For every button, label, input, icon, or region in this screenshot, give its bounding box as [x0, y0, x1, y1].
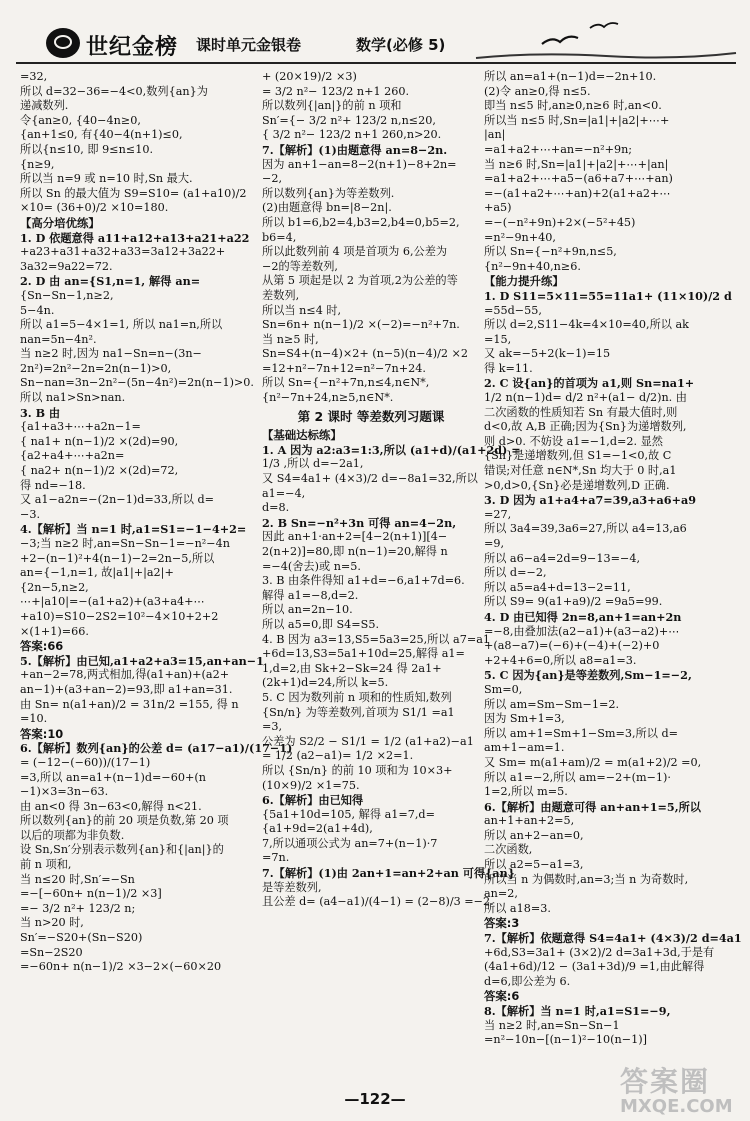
text-line: {an+1≤0, 有{40−4(n+1)≤0, — [20, 128, 183, 142]
text-line: 得 nd=−18. — [20, 478, 86, 492]
text-line: =Sn−2S20 — [20, 945, 83, 959]
text-line: 所以 a1=−2,所以 am=−2+(m−1)· — [484, 770, 671, 784]
text-line: { na1+ n(n−1)/2 ×(2d)=90, — [20, 434, 179, 448]
text-line: 所以 am+1=Sm+1−Sm=3,所以 d= — [484, 726, 679, 740]
question-start-line: 3. D 因为 a1+a4+a7=39,a3+a6+a9 — [484, 493, 696, 508]
text-line: { 3/2 n²− 123/2 n+1 260,n>20. — [262, 128, 442, 142]
text-line: 由 Sn= n(a1+an)/2 = 31n/2 =155, 得 n — [20, 697, 239, 711]
text-line: 因此 an+1·an+2=[4−2(n+1)][4− — [262, 530, 448, 544]
text-line: +2+4+6=0,所以 a8=a1=3. — [484, 653, 637, 667]
text-line: d=8. — [262, 501, 290, 515]
text-line: 所以当 n=9 或 n=10 时,Sn 最大. — [20, 172, 193, 186]
text-line: 设 Sn,Sn′分别表示数列{an}和{|an|}的 — [20, 843, 224, 857]
text-line: =15, — [484, 332, 512, 346]
text-line: 差数列, — [262, 288, 300, 302]
text-line: 解得 a1=−8,d=2. — [262, 588, 359, 602]
header-rule — [16, 62, 736, 64]
text-line: {Sn−Sn−1,n≥2, — [20, 288, 114, 302]
text-line: 所以 d=2,S11−4k=4×10=40,所以 ak — [484, 318, 689, 332]
text-line: =n²−9n+40, — [484, 230, 556, 244]
text-line: Sn−nan=3n−2n²−(5n−4n²)=2n(n−1)>0. — [20, 376, 254, 390]
text-line: 4. B 因为 a3=13,S5=5a3=25,所以 a7=a1 — [262, 632, 491, 646]
text-line: >0,d>0,{Sn}必是递增数列,D 正确. — [484, 478, 670, 492]
text-line: =3, — [262, 720, 283, 734]
text-line: 当 n>20 时, — [20, 916, 84, 930]
text-line: 前 n 项和, — [20, 858, 72, 872]
question-start-line: 4.【解析】当 n=1 时,a1=S1=−1−4+2= — [20, 522, 247, 537]
brand-logo-icon — [46, 28, 80, 58]
text-line: 所以 a5=a4+d=13−2=11, — [484, 580, 631, 594]
text-line: = 3/2 n²− 123/2 n+1 260. — [262, 84, 410, 98]
question-start-line: 7.【解析】(1)由题意得 an=8−2n. — [262, 142, 448, 157]
text-line: +6d,S3=3a1+ (3×2)/2 d=3a1+3d,于是有 — [484, 945, 715, 959]
text-line: 1=2,所以 m=5. — [484, 785, 568, 799]
question-start-line: 1. D S11=5×11=55=11a1+ (11×10)/2 d — [484, 288, 732, 303]
text-line: 又 Sm= m(a1+am)/2 = m(a1+2)/2 =0, — [484, 755, 702, 769]
text-line: 所以 {Sn/n} 的前 10 项和为 10×3+ — [262, 763, 453, 777]
question-start-line: 4. D 由已知得 2n=8,an+1=an+2n — [484, 609, 682, 624]
text-line: (4a1+6d)/12 − (3a1+3d)/9 =1,由此解得 — [484, 960, 705, 974]
text-line: +a10)=S10−2S2=10²−4×10+2+2 — [20, 609, 219, 623]
text-line: 3a32=9a22=72. — [20, 259, 113, 273]
text-line: 所以 d=32−36=−4<0,数列{an}为 — [20, 84, 208, 98]
text-line: 从第 5 项起是以 2 为首项,2为公差的等 — [262, 274, 458, 288]
text-line: 1/3 ,所以 d=−2a1, — [262, 457, 364, 471]
question-start-line: 6.【解析】由已知得 — [262, 793, 364, 808]
section-heading: 答案:3 — [484, 916, 520, 931]
text-line: 5. C 因为数列前 n 项和的性质知,数列 — [262, 690, 452, 704]
text-line: −2的等差数列, — [262, 259, 338, 273]
text-line: { na2+ n(n−1)/2 ×(2d)=72, — [20, 464, 179, 478]
text-line: am+1−am=1. — [484, 741, 565, 755]
text-line: 所以 am=Sm−Sm−1=2. — [484, 697, 620, 711]
question-start-line: 5. C 因为{an}是等差数列,Sm−1=−2, — [484, 668, 692, 683]
section-heading: 【高分培优练】 — [20, 215, 100, 230]
text-line: −1)×3=3n−63. — [20, 785, 109, 799]
section-heading: 【基础达标练】 — [262, 428, 342, 443]
text-line: d=6,即公差为 6. — [484, 974, 571, 988]
text-line: {Sn/n} 为等差数列,首项为 S1/1 =a1 — [262, 705, 455, 719]
section-heading: 答案:10 — [20, 726, 64, 741]
text-line: b6=4, — [262, 230, 297, 244]
text-line: = 1/2 (a2−a1)= 1/2 ×2=1. — [262, 749, 414, 763]
text-line: 令{an≥0, {40−4n≥0, — [20, 113, 141, 127]
text-line: 所以 a6−a4=2d=9−13=−4, — [484, 551, 641, 565]
text-line: (10×9)/2 ×1=75. — [262, 778, 360, 792]
text-line: an={−1,n=1, 故|a1|+|a2|+ — [20, 566, 174, 580]
text-line: 2(n+2)]=80,即 n(n−1)=20,解得 n — [262, 545, 448, 558]
text-line: 又 ak=−5+2(k−1)=15 — [484, 347, 611, 361]
text-line: 所以 a1=5−4×1=1, 所以 na1=n,所以 — [20, 318, 223, 332]
text-line: 当 n≥2 时,因为 na1−Sn=n−(3n− — [20, 347, 202, 361]
text-line: +(a8−a7)=(−6)+(−4)+(−2)+0 — [484, 639, 660, 653]
text-line: 所以 S9= 9(a1+a9)/2 =9a5=99. — [484, 595, 663, 609]
text-line: =9, — [484, 537, 505, 550]
text-line: 所以数列{|an|}的前 n 项和 — [262, 99, 402, 113]
text-line: Sm=0, — [484, 682, 523, 696]
text-line: +a23+a31+a32+a33=3a12+3a22+ — [20, 245, 226, 259]
watermark — [620, 1060, 740, 1118]
text-line: −2, — [262, 172, 283, 186]
series-title: 课时单元金银卷 — [196, 36, 302, 54]
text-line: 又 S4=4a1+ (4×3)/2 d=−8a1=32,所以 — [262, 472, 478, 486]
text-line: 所以 Sn={−n²+7n,n≤4,n∈N*, — [262, 376, 430, 390]
text-line: 所以 a5=0,即 S4=S5. — [262, 617, 380, 631]
text-line: Sn′=−S20+(Sn−S20) — [20, 931, 143, 945]
page-header — [0, 0, 750, 62]
text-line: 所以 an=2n−10. — [262, 603, 353, 617]
lesson-title: 第 2 课时 等差数列习题课 — [297, 408, 445, 424]
text-line: Sn′={− 3/2 n²+ 123/2 n,n≤20, — [262, 113, 436, 127]
question-start-line: 7.【解析】依题意得 S4=4a1+ (4×3)/2 d=4a1 — [484, 931, 742, 946]
question-start-line: 7.【解析】(1)由 2an+1=an+2+an 可得{an} — [262, 866, 515, 881]
text-line: 是等差数列, — [262, 880, 322, 894]
text-line: ×10= (36+0)/2 ×10=180. — [20, 201, 169, 215]
question-start-line: 6.【解析】数列{an}的公差 d= (a17−a1)/(17−1) — [20, 741, 293, 756]
text-line: 3. B 由条件得知 a1+d=−6,a1+7d=6. — [262, 574, 465, 588]
text-line: 所以 d=−2, — [484, 566, 547, 580]
text-line: 所以 Sn={−n²+9n,n≤5, — [484, 245, 617, 259]
question-start-line: 1. A 因为 a2:a3=1:3,所以 (a1+d)/(a1+2d) = — [262, 442, 521, 457]
section-heading: 【能力提升练】 — [484, 274, 564, 289]
text-line: =−(−n²+9n)+2×(−5²+45) — [484, 215, 636, 229]
text-line: 由 an<0 得 3n−63<0,解得 n<21. — [20, 799, 202, 813]
text-line: (2)由题意得 bn=|8−2n|. — [262, 201, 392, 215]
text-line: +an−2=78,两式相加,得(a1+an)+(a2+ — [20, 668, 230, 682]
text-line: 所以 3a4=39,3a6=27,所以 a4=13,a6 — [484, 522, 687, 536]
text-line: +6d=13,S3=5a1+10d=25,解得 a1= — [262, 647, 465, 661]
text-line: 以后的项都为非负数. — [20, 828, 125, 842]
text-line: 当 n≤20 时,Sn′=−Sn — [20, 872, 135, 886]
text-line: an+1+an+2=5, — [484, 814, 575, 828]
text-line: =a1+a2+⋯+a5−(a6+a7+⋯+an) — [484, 172, 673, 186]
text-line: {a1+a3+⋯+a2n−1= — [20, 420, 141, 434]
text-line: 所以 a18=3. — [484, 901, 551, 915]
text-line: =n²−10n−[(n−1)²−10(n−1)] — [484, 1033, 647, 1047]
text-line: {a1+9d=2(a1+4d), — [262, 822, 373, 836]
text-line: 7,所以通项公式为 an=7+(n−1)·7 — [262, 836, 438, 850]
text-line: =10. — [20, 712, 48, 726]
text-line: =7n. — [262, 851, 290, 865]
text-line: 公差为 S2/2 − S1/1 = 1/2 (a1+a2)−a1 — [262, 734, 474, 748]
text-line: {n²−7n+24,n≥5,n∈N*. — [262, 391, 394, 405]
text-line: {n≥9, — [20, 157, 55, 171]
text-line: =−4(舍去)或 n=5. — [262, 559, 361, 573]
text-line: a1=−4, — [262, 486, 306, 500]
text-line: +2−(n−1)²+4(n−1)−2=2n−5,所以 — [20, 551, 215, 565]
header-wave-decoration — [476, 50, 736, 60]
text-line: + (20×19)/2 ×3) — [262, 70, 357, 83]
question-start-line: 2. C 设{an}的首项为 a1,则 Sn=na1+ — [484, 376, 695, 391]
text-line: 又 a1−a2n=−(2n−1)d=33,所以 d= — [20, 493, 214, 507]
text-line: d<0,故 A,B 正确;因为{Sn}为递增数列, — [484, 420, 687, 434]
text-line: 所以 an+2−an=0, — [484, 828, 584, 842]
question-start-line: 8.【解析】当 n=1 时,a1=S1=−9, — [484, 1004, 671, 1018]
text-line: 因为 an+1−an=8−2(n+1)−8+2n= — [262, 157, 457, 171]
text-line: {5a1+10d=105, 解得 a1=7,d= — [262, 807, 435, 821]
text-line: 2n²)=2n²−2n=2n(n−1)>0, — [20, 361, 172, 375]
text-line: ×(1+1)=66. — [20, 624, 89, 638]
text-line: =−8,由叠加法(a2−a1)+(a3−a2)+⋯ — [484, 624, 680, 638]
text-line: 递减数列. — [20, 99, 69, 113]
text-line: (2k+1)d=24,所以 k=5. — [262, 676, 389, 690]
page-number: —122— — [344, 1090, 406, 1108]
question-start-line: 2. B Sn=−n²+3n 可得 an=4−2n, — [262, 515, 457, 530]
question-start-line: 1. D 依题意得 a11+a12+a13+a21+a22 — [20, 230, 250, 245]
text-line: =−[−60n+ n(n−1)/2 ×3] — [20, 887, 162, 901]
question-start-line: 5.【解析】由已知,a1+a2+a3=15,an+an−1 — [20, 653, 264, 668]
text-line: 二次函数的性质知若 Sn 有最大值时,则 — [484, 405, 678, 419]
text-line: 所以数列{an}为等差数列. — [262, 186, 395, 200]
text-line: {2n−5,n≥2, — [20, 580, 89, 594]
text-line: 当 n≥5 时, — [262, 332, 319, 346]
text-line: 二次函数, — [484, 843, 533, 857]
text-line: =−(a1+a2+⋯+an)+2(a1+a2+⋯ — [484, 186, 671, 200]
text-line: {n²−9n+40,n≥6. — [484, 259, 581, 273]
question-start-line: 3. B 由 — [20, 405, 61, 420]
text-line: 所以数列{an}的前 20 项是负数,第 20 项 — [20, 814, 229, 828]
text-line: ⋯+|a10|=−(a1+a2)+(a3+a4+⋯ — [20, 595, 205, 609]
text-line: =32, — [20, 70, 48, 83]
text-line: 错误;对任意 n∈N*,Sn 均大于 0 时,a1 — [484, 464, 677, 478]
text-line: 且公差 d= (a4−a1)/(4−1) = (2−8)/3 =−2. — [262, 895, 494, 909]
text-line: an−1)+(a3+an−2)=93,即 a1+an=31. — [20, 682, 233, 696]
text-line: 当 n≥6 时,Sn=|a1|+|a2|+⋯+|an| — [484, 157, 669, 171]
text-line: =3,所以 an=a1+(n−1)d=−60+(n — [20, 770, 206, 784]
subject-title: 数学(必修 5) — [356, 36, 446, 54]
text-line: {a2+a4+⋯+a2n= — [20, 449, 125, 463]
text-line: = (−12−(−60))/(17−1) — [20, 755, 151, 769]
watermark-text: 答案圈 — [620, 1065, 711, 1098]
text-line: 所以当 n≤5 时,Sn=|a1|+|a2|+⋯+ — [484, 113, 670, 127]
text-line: 所以 b1=6,b2=4,b3=2,b4=0,b5=2, — [262, 215, 460, 229]
text-line: 得 k=11. — [484, 361, 533, 375]
text-line: 1,d=2,由 Sk+2−Sk=24 得 2a1+ — [262, 661, 442, 675]
section-heading: 答案:66 — [20, 639, 64, 654]
text-line: 所以 an=a1+(n−1)d=−2n+10. — [484, 70, 657, 83]
text-line: −3;当 n≥2 时,an=Sn−Sn−1=−n²−4n — [20, 537, 230, 550]
text-line: Sn=6n+ n(n−1)/2 ×(−2)=−n²+7n. — [262, 318, 460, 332]
text-line: =− 3/2 n²+ 123/2 n; — [20, 901, 136, 915]
brand-title: 世纪金榜 — [86, 35, 179, 60]
text-line: 所以 na1>Sn>nan. — [20, 391, 126, 405]
text-line: 所以当 n 为偶数时,an=3;当 n 为奇数时, — [484, 872, 689, 886]
text-line: =12+n²−7n+12=n²−7n+24. — [262, 361, 426, 375]
text-line: 所以此数列前 4 项是首项为 6,公差为 — [262, 245, 448, 259]
text-line: (2)令 an≥0,得 n≤5. — [484, 84, 591, 98]
text-line: 所以 Sn 的最大值为 S9=S10= (a1+a10)/2 — [20, 186, 247, 200]
text-line: =−60n+ n(n−1)/2 ×3−2×(−60×20 — [20, 960, 222, 974]
text-line: 1/2 n(n−1)d= d/2 n²+(a1− d/2)n. 由 — [484, 391, 687, 405]
text-line: =27, — [484, 507, 512, 521]
text-line: 即当 n≤5 时,an≥0,n≥6 时,an<0. — [484, 99, 662, 113]
text-line: =55d−55, — [484, 303, 542, 317]
text-line: +a5) — [484, 201, 512, 215]
question-start-line: 2. D 由 an={S1,n=1, 解得 an= — [20, 274, 201, 289]
text-line: 所以{n≤10, 即 9≤n≤10. — [20, 142, 154, 156]
column-right — [484, 70, 742, 1048]
text-line: |an| — [484, 128, 506, 142]
watermark-url: MXQE.COM — [620, 1096, 733, 1117]
text-line: =a1+a2+⋯+an=−n²+9n; — [484, 142, 633, 156]
text-line: Sn=S4+(n−4)×2+ (n−5)(n−4)/2 ×2 — [262, 347, 469, 361]
section-heading: 答案:6 — [484, 989, 520, 1004]
text-line: nan=5n−4n². — [20, 332, 97, 346]
text-line: −3. — [20, 507, 41, 521]
text-line: 所以当 n≤4 时, — [262, 303, 342, 317]
text-line: 当 n≥2 时,an=Sn−Sn−1 — [484, 1018, 620, 1032]
text-line: 5−4n. — [20, 303, 55, 317]
text-line: 所以 a2=5−a1=3, — [484, 858, 584, 872]
question-start-line: 6.【解析】由题意可得 an+an+1=5,所以 — [484, 799, 701, 814]
text-line: 因为 Sm+1=3, — [484, 712, 565, 726]
text-line: 则 d>0. 不妨设 a1=−1,d=2. 显然 — [484, 434, 663, 448]
text-line: {Sn}是递增数列,但 S1=−1<0,故 C — [484, 449, 672, 463]
text-line: an=2, — [484, 887, 518, 901]
